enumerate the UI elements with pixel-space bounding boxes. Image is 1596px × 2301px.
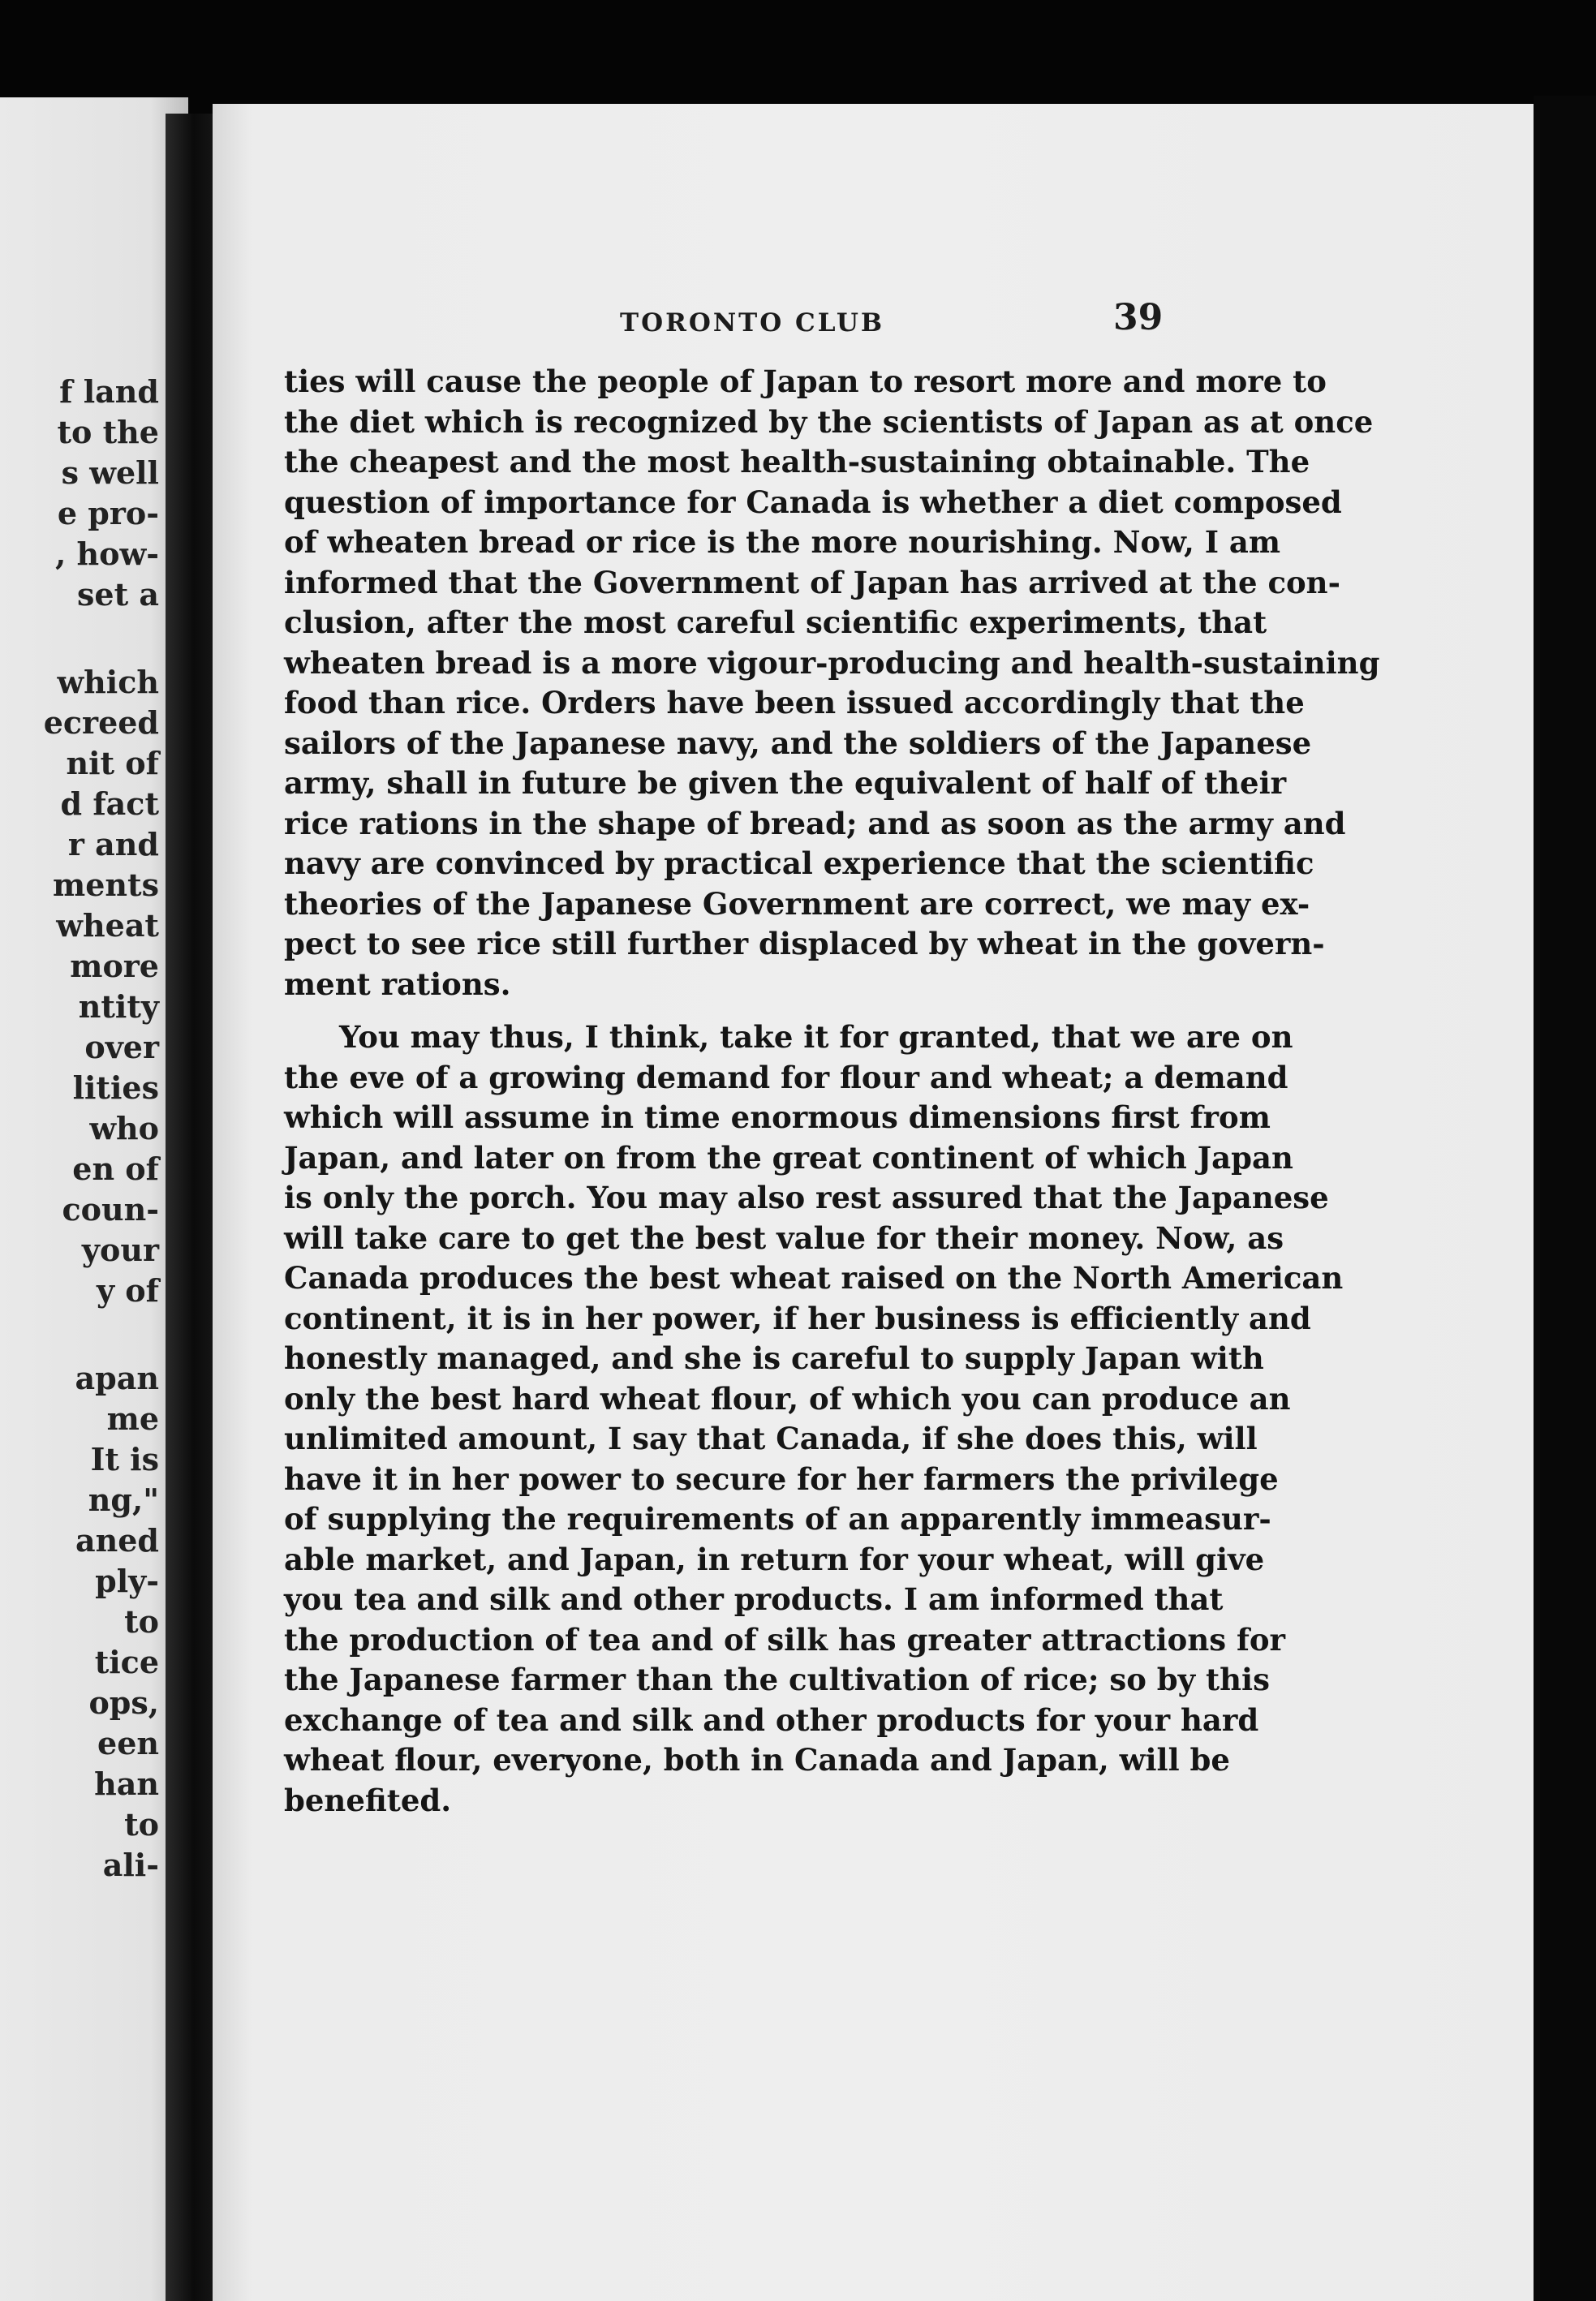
text-line: sailors of the Japanese navy, and the soldiers of the Japanese — [284, 725, 1312, 761]
facing-line-fragment: d fact — [60, 785, 159, 822]
text-line: theories of the Japanese Government are correct, we may ex- — [284, 885, 1310, 922]
text-line: the cheapest and the most health-sustaining obtainable. The — [284, 444, 1310, 480]
facing-line-fragment: set a — [77, 576, 159, 613]
facing-line-fragment: r and — [67, 826, 159, 862]
text-line: honestly managed, and she is careful to supply Japan with — [284, 1340, 1264, 1376]
text-line: you tea and silk and other products. I am informed that — [284, 1581, 1224, 1617]
facing-line-fragment: coun- — [62, 1191, 159, 1228]
facing-line-fragment: to — [124, 1603, 159, 1640]
facing-line-fragment: een — [97, 1725, 159, 1761]
text-line: You may thus, I think, take it for granted, that we are on — [339, 1019, 1293, 1055]
text-line: the diet which is recognized by the scientists of Japan as at once — [284, 403, 1374, 440]
text-line: unlimited amount, I say that Canada, if she does this, will — [284, 1421, 1258, 1456]
facing-line-fragment: han — [94, 1766, 159, 1802]
text-line: informed that the Government of Japan has arrived at the con- — [284, 564, 1340, 600]
facing-line-fragment: me — [106, 1400, 159, 1437]
text-line: which will assume in time enormous dimensions first from — [284, 1099, 1271, 1135]
facing-line-fragment: s well — [61, 454, 159, 491]
facing-line-fragment: ply- — [95, 1563, 159, 1599]
facing-line-fragment: , how- — [55, 535, 159, 572]
facing-line-fragment: wheat — [56, 907, 159, 944]
text-line: continent, it is in her power, if her business is efficiently and — [284, 1300, 1311, 1336]
text-line: ties will cause the people of Japan to resort more and more to — [284, 363, 1327, 399]
text-line: the Japanese farmer than the cultivation of rice; so by this — [284, 1662, 1270, 1697]
text-line: exchange of tea and silk and other products for your hard — [284, 1701, 1259, 1738]
facing-page — [0, 97, 188, 2301]
text-line: only the best hard wheat flour, of which you can produce an — [284, 1380, 1291, 1417]
facing-line-fragment: tice — [94, 1644, 159, 1680]
facing-line-fragment: over — [84, 1029, 159, 1065]
text-line: question of importance for Canada is whether a diet composed — [284, 484, 1342, 520]
facing-line-fragment: en of — [72, 1150, 159, 1187]
facing-line-fragment: e pro- — [57, 495, 159, 531]
facing-line-fragment: who — [89, 1110, 159, 1146]
text-line: ment rations. — [284, 966, 511, 1002]
facing-line-fragment: ecreed — [43, 704, 159, 741]
text-line: of wheaten bread or rice is the more nourishing. Now, I am — [284, 524, 1281, 560]
facing-line-fragment: which — [57, 664, 159, 700]
facing-line-fragment: It is — [90, 1441, 159, 1477]
facing-line-fragment: ops, — [88, 1684, 159, 1721]
facing-line-fragment: aned — [75, 1522, 159, 1559]
facing-line-fragment: f land — [59, 373, 159, 410]
text-line: navy are convinced by practical experience that the scientific — [284, 845, 1314, 881]
text-line: Japan, and later on from the great continent of which Japan — [284, 1139, 1293, 1176]
text-line: pect to see rice still further displaced by wheat in the govern- — [284, 926, 1325, 961]
text-line: Canada produces the best wheat raised on the North American — [284, 1260, 1344, 1296]
text-line: have it in her power to secure for her farmers the privilege — [284, 1460, 1279, 1497]
text-line: is only the porch. You may also rest assured that the Japanese — [284, 1180, 1329, 1215]
facing-line-fragment: nit of — [66, 745, 159, 781]
facing-line-fragment: ali- — [102, 1847, 159, 1883]
running-head: TORONTO CLUB — [620, 308, 885, 338]
facing-line-fragment: ments — [53, 867, 159, 903]
text-line: clusion, after the most careful scientific experiments, that — [284, 604, 1267, 640]
text-line: will take care to get the best value for their money. Now, as — [284, 1219, 1284, 1256]
text-line: wheaten bread is a more vigour-producing and health-sustaining — [284, 644, 1380, 681]
facing-line-fragment: ng," — [88, 1482, 159, 1518]
text-line: of supplying the requirements of an apparently immeasur- — [284, 1501, 1271, 1537]
facing-line-fragment: lities — [72, 1069, 159, 1106]
facing-line-fragment: to — [124, 1806, 159, 1843]
facing-line-fragment: more — [70, 948, 159, 984]
text-line: the production of tea and of silk has greater attractions for — [284, 1621, 1286, 1658]
text-line: food than rice. Orders have been issued accordingly that the — [284, 685, 1305, 720]
facing-line-fragment: your — [81, 1232, 159, 1268]
page-number: 39 — [1113, 297, 1164, 338]
facing-line-fragment: ntity — [78, 988, 159, 1025]
text-line: wheat flour, everyone, both in Canada and Japan, will be — [284, 1742, 1230, 1778]
text-line: the eve of a growing demand for flour and wheat; a demand — [284, 1059, 1288, 1095]
facing-line-fragment: y of — [96, 1272, 159, 1309]
text-line: army, shall in future be given the equivalent of half of their — [284, 765, 1287, 801]
text-line: benefited. — [284, 1782, 452, 1818]
text-line: able market, and Japan, in return for your wheat, will give — [284, 1541, 1265, 1577]
scan-border — [1534, 96, 1596, 2301]
facing-line-fragment: apan — [75, 1360, 159, 1396]
text-line: rice rations in the shape of bread; and as soon as the army and — [284, 805, 1346, 841]
book-gutter — [166, 114, 213, 2301]
facing-line-fragment: to the — [57, 414, 159, 450]
